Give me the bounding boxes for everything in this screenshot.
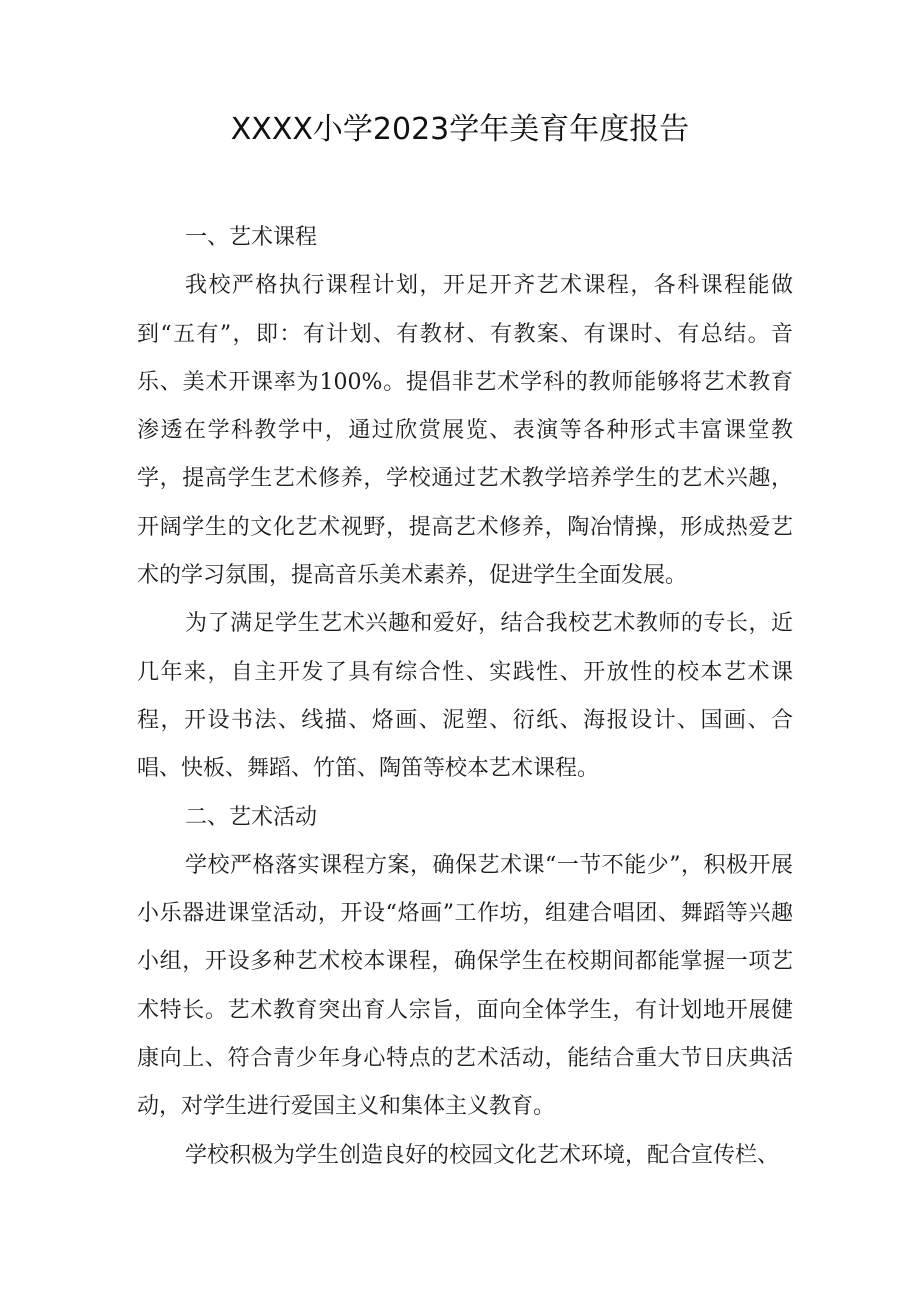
- section-heading-art-activities: 二、艺术活动: [185, 804, 318, 830]
- paragraph: 学校严格落实课程方案，确保艺术课“一节不能少”，积极开展小乐器进课堂活动，开设“烙画”工作坊，组建合唱团、舞蹈等兴趣小组，开设多种艺术校本课程，确保学生在校期间都能掌握一项艺术特长。艺术教育突出育人宗旨，面向全体学生，有计划地开展健康向上、符合青少年身心特点的艺术活动，能结合重大节日庆典活动，对学生进行爱国主义和集体主义教育。: [137, 852, 793, 1120]
- document-title: XXXX小学2023学年美育年度报告: [230, 112, 690, 147]
- section-heading-art-curriculum: 一、艺术课程: [185, 225, 318, 250]
- paragraph: 我校严格执行课程计划，开足开齐艺术课程，各科课程能做到“五有”，即：有计划、有教材、有教案、有课时、有总结。音乐、美术开课率为100%。提倡非艺术学科的教师能够将艺术教育渗透在学科教学中，通过欣赏展览、表演等各种形式丰富课堂教学，提高学生艺术修养，学校通过艺术教学培养学生的艺术兴趣，开阔学生的文化艺术视野，提高艺术修养，陶冶情操，形成热爱艺术的学习氛围，提高音乐美术素养，促进学生全面发展。: [137, 273, 793, 589]
- paragraph: 为了满足学生艺术兴趣和爱好，结合我校艺术教师的专长，近几年来，自主开发了具有综合性、实践性、开放性的校本艺术课程，开设书法、线描、烙画、泥塑、衍纸、海报设计、国画、合唱、快板、舞蹈、竹笛、陶笛等校本艺术课程。: [137, 611, 793, 782]
- paragraph: 学校积极为学生创造良好的校园文化艺术环境，配合宣传栏、: [185, 1142, 780, 1168]
- document-body: [137, 214, 793, 1180]
